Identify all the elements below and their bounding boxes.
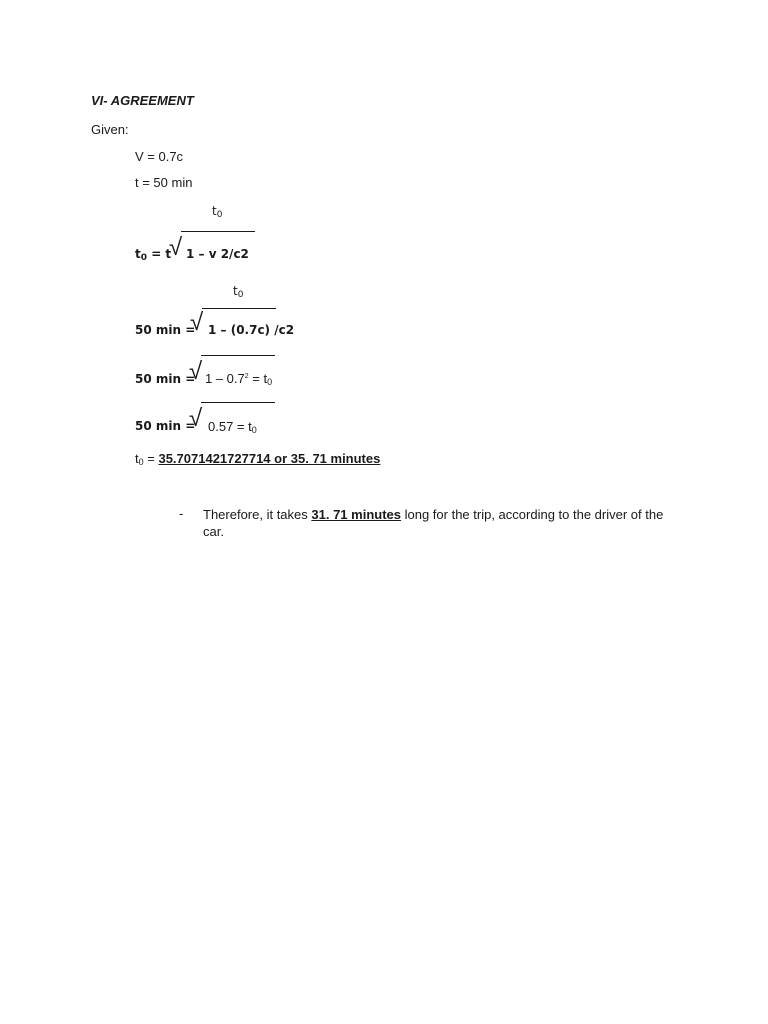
eq3-lhs: 50 min = (135, 372, 196, 386)
eq2-numerator: $t_0$ (233, 284, 244, 300)
given-time: t = 50 min (135, 175, 193, 190)
eq3-radicand: $1 - 0.7^2 = t_0$ (205, 371, 273, 387)
given-label: Given: (91, 122, 129, 137)
eq3-radical-sign: √ (189, 358, 203, 385)
eq1-radicand: 1 – v 2/c2 (186, 247, 249, 261)
eq4-radicand: $0.57 = t_0$ (208, 419, 257, 435)
section-heading: VI- AGREEMENT (91, 93, 194, 108)
bullet-dash: - (179, 506, 184, 521)
eq1-vinculum (181, 231, 255, 232)
eq2-lhs: 50 min = (135, 323, 196, 337)
eq3-vinculum (201, 355, 275, 356)
eq2-radicand: 1 – (0.7c) /c2 (208, 323, 295, 337)
eq1-radical-sign: √ (169, 234, 183, 261)
eq4-lhs: 50 min = (135, 419, 196, 433)
eq2-vinculum (202, 308, 276, 309)
result-value: 35.7071421727714 or 35. 71 minutes (158, 451, 381, 466)
result-line: $t_0 = 35.7071421727714$ or 35. 71 minutes (135, 451, 381, 467)
eq2-radical-sign: √ (190, 309, 204, 336)
eq1-numerator: $t_0$ (212, 204, 223, 220)
conclusion-text: Therefore, it takes 31. 71 minutes long for the trip, according to the driver of the car. (203, 507, 664, 539)
given-velocity: V = 0.7c (135, 149, 184, 164)
eq4-radical-sign: √ (189, 405, 203, 432)
eq1-lhs: $t_0 = t$ (135, 247, 172, 263)
conclusion-highlight: 31. 71 minutes (311, 507, 401, 522)
eq4-vinculum (201, 402, 275, 403)
